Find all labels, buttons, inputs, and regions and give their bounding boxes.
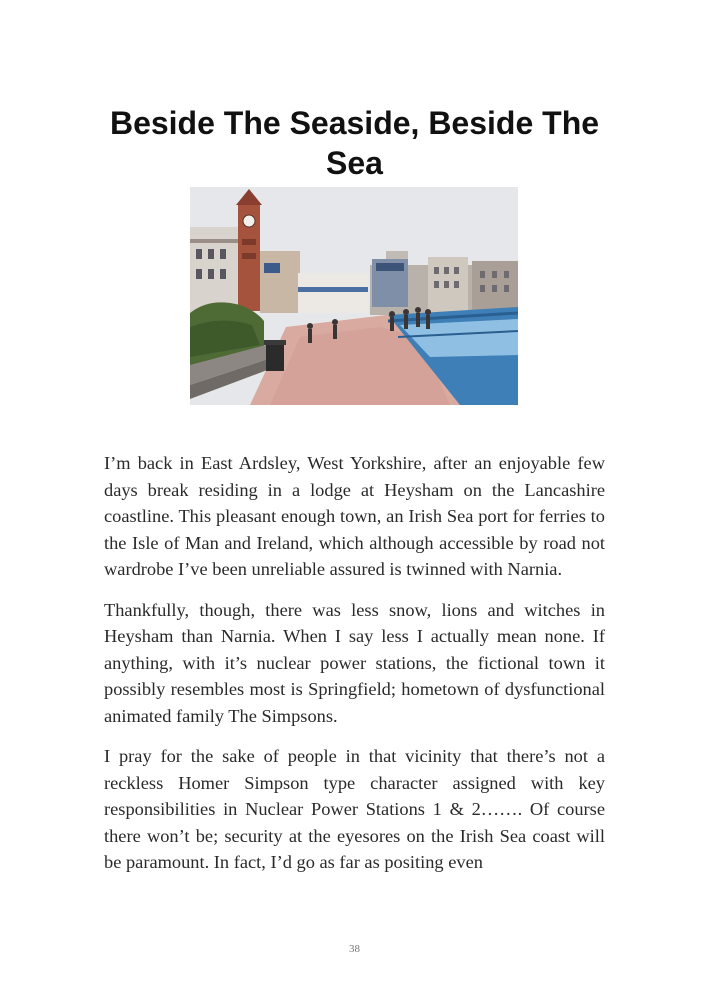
paragraph: I’m back in East Ardsley, West Yorkshire, after an enjoyable few days break residing in a lodge at Heysham on the Lancashire coastline. This pleasant enough town, an Irish Sea port for ferries to the Isle of Man and Ireland, which although accessible by road not wardrobe I’ve been unreliable assured is twinned with Narnia.	[104, 453, 605, 579]
paragraph: I pray for the sake of people in that vicinity that there’s not a reckless Homer Simpson type character assigned with key responsibilities in Nuclear Power Stations 1 & 2……. Of course there won’t be; security at the eyesores on the Irish Sea coast will be paramount. In fact, I’d go as far as positing even	[104, 746, 605, 872]
page-title: Beside The Seaside, Beside The Sea	[109, 105, 600, 182]
page-number: 38	[349, 943, 360, 955]
paragraph: Thankfully, though, there was less snow, lions and witches in Heysham than Narnia. When I say less I actually mean none. If anything, with it’s nuclear power stations, the fictional town it possibly resembles most is Springfield; hometown of dysfunctional animated family The Simpsons.	[104, 599, 605, 726]
article-body	[104, 450, 605, 890]
seafront-photo	[190, 187, 518, 405]
